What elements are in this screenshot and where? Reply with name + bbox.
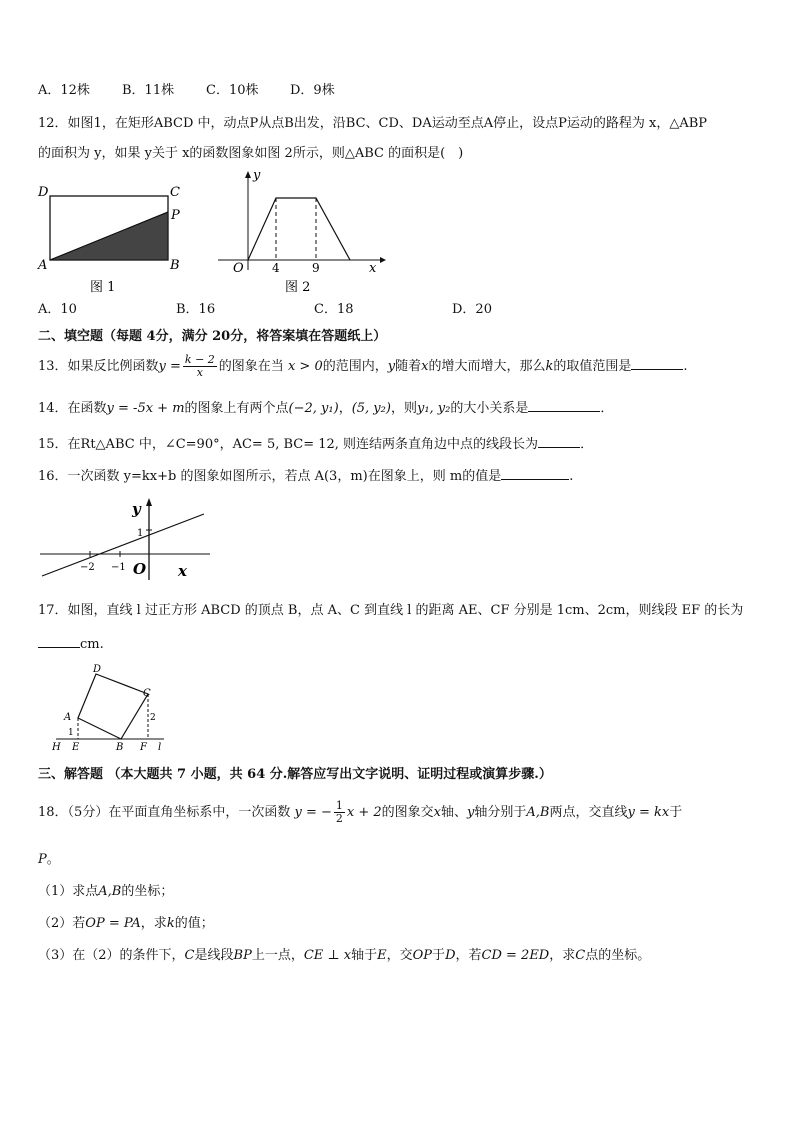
fig1-label-a: A	[38, 258, 48, 273]
section3-heading: 三、解答题 （本大题共 7 小题，共 64 分.解答应写出文字说明、证明过程或演算步骤.）	[38, 767, 552, 782]
q13-fraction	[183, 354, 217, 379]
q18-ab: A,B	[526, 805, 550, 820]
q12-option-a: A．10	[38, 302, 77, 317]
q16-label-y: y	[132, 500, 141, 518]
q16-text: 16．一次函数 y=kx+b 的图象如图所示，若点 A(3，m)在图象上，则 m的值是	[38, 469, 502, 484]
q12-options	[38, 301, 492, 319]
q18-sub2-pre: （2）若	[38, 916, 86, 931]
q11-option-d: D．9株	[290, 83, 335, 98]
q17-answer-blank[interactable]	[38, 635, 80, 648]
q12-figure2-graph	[218, 171, 386, 270]
q13-post4: 的取值范围是	[553, 359, 632, 374]
q18-sub3	[38, 947, 650, 965]
q18-sub3-b: 上一点，	[251, 948, 304, 963]
q18-sub3-dd: D	[445, 948, 456, 963]
q16-label-neg1: −1	[111, 562, 126, 573]
fig1-label-d: D	[38, 185, 49, 200]
q18-mid3: 轴分别于	[474, 805, 527, 820]
q18-sub3-g: ，求	[549, 948, 576, 963]
q17-label-f: F	[140, 742, 147, 752]
fig2-label-o: O	[233, 261, 244, 276]
q11-option-b: B．11株	[122, 83, 175, 98]
q13-pre: 13．如果反比例函数	[38, 359, 159, 374]
q18-tail: x + 2	[346, 805, 382, 820]
q18-point-p: P	[38, 852, 47, 867]
q14-post: ，则	[390, 401, 417, 416]
q15-answer-blank[interactable]	[538, 435, 580, 448]
q12-option-c: C．18	[314, 302, 354, 317]
q14-end: ．	[600, 401, 614, 416]
q17-label-l: l	[158, 742, 162, 752]
q15-text: 15．在Rt△ABC 中，∠C=90°，AC= 5, BC= 12, 则连结两条直角边中点的线段长为	[38, 437, 539, 452]
q18-sub2	[38, 915, 214, 933]
q13-end: .	[683, 359, 688, 374]
q18-sub3-op: OP	[412, 948, 433, 963]
q18-sub2-eq: OP = PA	[85, 916, 141, 931]
q18-sub3-cc: C	[575, 948, 586, 963]
q15	[38, 435, 593, 454]
q18-sub1-pre: （1）求点	[38, 884, 99, 899]
q18-sub2-post: 的值；	[174, 916, 214, 931]
q12-option-d: D．20	[452, 302, 492, 317]
q16-label-x: x	[178, 562, 187, 580]
q17-label-b: B	[116, 742, 124, 752]
section2-heading: 二、填空题（每题 4分，满分 20分，将答案填在答题纸上）	[38, 329, 387, 344]
q16-figure	[38, 496, 213, 582]
q14-pre: 14．在函数	[38, 401, 107, 416]
q18-y-eq: y = −	[294, 805, 332, 820]
q17-line2-post: cm.	[80, 637, 104, 652]
q18-sub1	[38, 883, 173, 901]
q11-option-c: C．10株	[206, 83, 259, 98]
q13-post3: 的增大而增大，那么	[428, 359, 546, 374]
fig1-label-c: C	[170, 185, 180, 200]
q16	[38, 467, 573, 486]
q18-sub1-ab: A,B	[98, 884, 122, 899]
q13-post2: 随着	[395, 359, 422, 374]
q17-label-2: 2	[150, 713, 156, 723]
q14	[38, 399, 613, 418]
q14-point2: (5, y₂)	[351, 401, 391, 416]
q18-mid: 的图象交	[381, 805, 434, 820]
q17-figure	[48, 660, 178, 752]
q12-figures	[30, 170, 400, 300]
fig1-label-b: B	[170, 258, 180, 273]
q14-post2: 的大小关系是	[450, 401, 529, 416]
q11-option-a: A．12株	[38, 83, 90, 98]
q13-numerator: k − 2	[184, 353, 215, 366]
q17-line2	[38, 635, 104, 654]
q13-x: x	[421, 359, 429, 374]
q18-sub3-f: ，若	[455, 948, 482, 963]
fig1-label-p: P	[171, 208, 180, 223]
q14-mid: 的图象上有两个点	[184, 401, 289, 416]
q12-line1: 12．如图1，在矩形ABCD 中，动点P从点B出发，沿BC、CD、DA运动至点A停止，设点P运动的路程为 x，△ABP	[38, 116, 708, 131]
q15-end: ．	[580, 437, 594, 452]
q18-sub3-a: 是线段	[194, 948, 234, 963]
q17-label-a: A	[64, 712, 72, 723]
q13-y: y	[387, 359, 396, 374]
q14-vars: y₁, y₂	[416, 401, 451, 416]
q12-option-b: B．16	[176, 302, 216, 317]
q16-end: .	[569, 469, 574, 484]
q13-y-eq: y =	[158, 359, 181, 374]
q16-label-1: 1	[137, 528, 144, 539]
fig2-caption: 图 2	[285, 280, 311, 295]
q18-line2	[38, 851, 60, 869]
fig2-label-y: y	[253, 170, 261, 183]
q18-sub3-eq: CD = 2ED	[481, 948, 550, 963]
q18-sub2-k: k	[166, 916, 175, 931]
q18-sub3-d: ，交	[386, 948, 413, 963]
q13-denominator: x	[196, 366, 203, 379]
q18-sub2-mid: ，求	[140, 916, 167, 931]
q18-mid2: 轴、	[441, 805, 468, 820]
fig1-caption: 图 1	[90, 280, 116, 295]
q18-numerator: 1	[335, 799, 343, 812]
q13-k: k	[545, 359, 554, 374]
q16-answer-blank[interactable]	[501, 467, 569, 480]
fig2-label-9: 9	[312, 261, 320, 275]
q18-line2-end: 。	[46, 852, 60, 867]
q18-fraction	[334, 800, 345, 825]
q18-sub3-bp: BP	[233, 948, 252, 963]
q12-figure1-rectangle	[50, 196, 168, 260]
q17-label-h: H	[52, 742, 61, 752]
q18-line1	[38, 798, 682, 828]
fig2-label-4: 4	[272, 261, 280, 275]
q14-answer-blank[interactable]	[528, 399, 600, 412]
q18-sub3-pre: （3）在（2）的条件下，	[38, 948, 185, 963]
q16-label-neg2: −2	[80, 562, 95, 573]
q18-sub3-c2: 轴于	[351, 948, 378, 963]
q18-mid4: 两点，交直线	[549, 805, 628, 820]
q13-answer-blank[interactable]	[631, 357, 683, 370]
q13-mid: 的图象在当	[218, 359, 284, 374]
fig2-label-x: x	[369, 261, 377, 276]
q18-sub3-ce: CE ⊥ x	[303, 948, 352, 963]
q17-label-e: E	[72, 742, 80, 752]
q12-line2: 的面积为 y，如果 y关于 x的函数图象如图 2所示，则△ABC 的面积是( )	[38, 146, 464, 161]
q14-function: y = -5x + m	[106, 401, 185, 416]
q18-sub3-c: C	[184, 948, 195, 963]
q18-line-eq: y = kx	[627, 805, 670, 820]
q17-label-c: C	[143, 688, 151, 699]
q18-sub3-e: E	[377, 948, 387, 963]
q18-denominator: 2	[335, 812, 343, 825]
q17-label-1: 1	[68, 728, 74, 738]
q18-x: x	[433, 805, 441, 820]
q13	[38, 353, 688, 381]
q18-end: 于	[669, 805, 683, 820]
q18-pre: 18．（5分）在平面直角坐标系中，一次函数	[38, 805, 291, 820]
q17-label-d: D	[93, 664, 102, 675]
q17-line1: 17．如图，直线 l 过正方形 ABCD 的顶点 B，点 A、C 到直线 l 的距离 AE、CF 分别是 1cm、2cm，则线段 EF 的长为	[38, 603, 744, 618]
q17-square	[78, 674, 148, 739]
q18-sub3-h: 点的坐标。	[585, 948, 651, 963]
q16-label-o: O	[133, 560, 147, 578]
q14-sep: ，	[338, 401, 352, 416]
q13-post1: 的范围内，	[322, 359, 388, 374]
q11-options	[38, 82, 335, 100]
q13-condition: x > 0	[287, 359, 323, 374]
q18-sub3-e2: 于	[432, 948, 446, 963]
q18-y: y	[467, 805, 475, 820]
q14-point1: (−2, y₁)	[288, 401, 339, 416]
q18-sub1-post: 的坐标；	[121, 884, 174, 899]
